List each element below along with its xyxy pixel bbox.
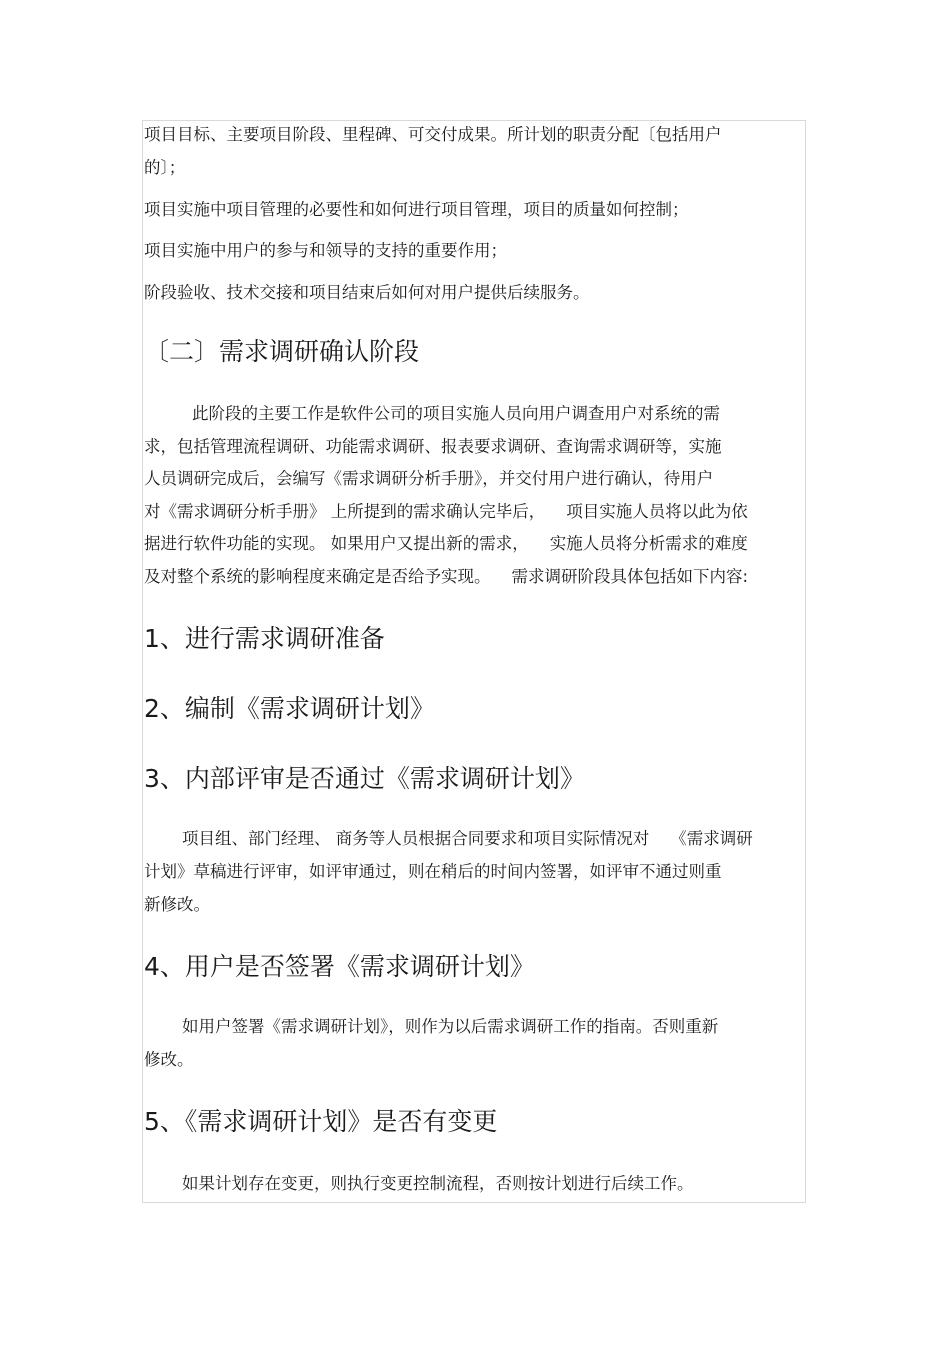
body-line: 据进行软件功能的实现。 如果用户又提出新的需求， 实施人员将分析需求的难度 [144, 534, 748, 553]
body-line: 计划》草稿进行评审，如评审通过，则在稍后的时间内签署，如评审不通过则重 [144, 862, 722, 881]
step-title: 5、《需求调研计划》是否有变更 [144, 1107, 498, 1136]
intro-line: 的〕； [144, 158, 186, 177]
body-line: 及对整个系统的影响程度来确定是否给予实现。 需求调研阶段具体包括如下内容: [144, 566, 749, 586]
body-line: 如用户签署《需求调研计划》，则作为以后需求调研工作的指南。否则重新 [182, 1017, 719, 1036]
body-line: 项目组、部门经理、 商务等人员根据合同要求和项目实际情况对 《需求调研 [182, 829, 753, 848]
body-line: 如果计划存在变更，则执行变更控制流程，否则按计划进行后续工作。 [182, 1174, 694, 1193]
body-line: 此阶段的主要工作是软件公司的项目实施人员向用户调查用户对系统的需 [192, 404, 720, 423]
step-title: 2、编制《需求调研计划》 [144, 694, 435, 723]
step-body [144, 1167, 694, 1200]
section-body [144, 398, 748, 593]
step-title: 4、用户是否签署《需求调研计划》 [144, 952, 535, 981]
step-body [144, 822, 753, 921]
body-line: 新修改。 [144, 895, 210, 914]
body-line: 对《需求调研分析手册》 上所提到的需求确认完毕后， 项目实施人员将以此为依 [144, 501, 748, 521]
intro-line: 阶段验收、技术交接和项目结束后如何对用户提供后续服务。 [144, 283, 590, 302]
section-heading: 〔二〕需求调研确认阶段 [144, 337, 420, 366]
body-line: 求，包括管理流程调研、功能需求调研、报表要求调研、查询需求调研等，实施 [144, 436, 722, 456]
step-body [144, 1010, 718, 1076]
intro-line: 项目目标、主要项目阶段、里程碑、可交付成果。所计划的职责分配〔包括用户 [144, 125, 722, 144]
intro-line: 项目实施中用户的参与和领导的支持的重要作用； [144, 241, 507, 260]
intro-line: 项目实施中项目管理的必要性和如何进行项目管理，项目的质量如何控制； [144, 200, 689, 219]
body-line: 人员调研完成后，会编写《需求调研分析手册》，并交付用户进行确认，待用户 [144, 469, 714, 488]
body-line: 修改。 [144, 1050, 194, 1069]
intro-paragraph [144, 118, 722, 184]
step-title: 1、进行需求调研准备 [144, 624, 385, 653]
step-title: 3、内部评审是否通过《需求调研计划》 [144, 764, 585, 793]
